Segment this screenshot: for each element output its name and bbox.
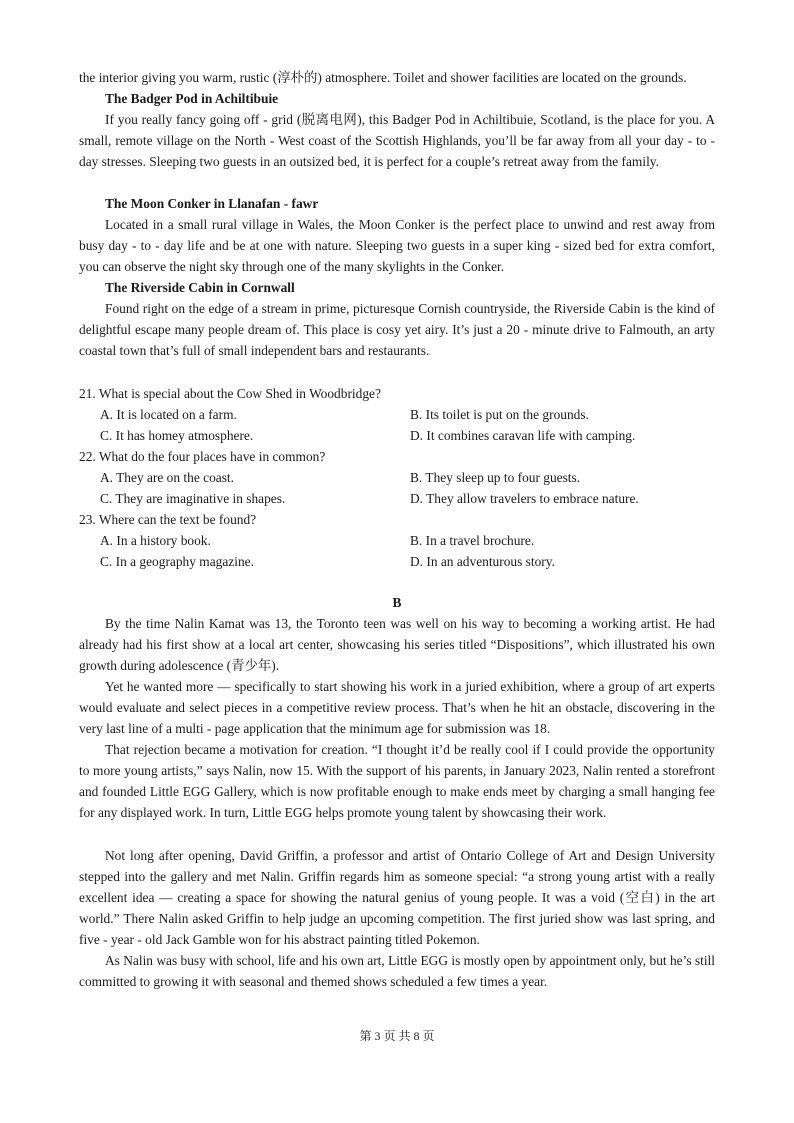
moon-conker-text: Located in a small rural village in Wales, the Moon Conker is the perfect place to unwind and rest away from busy day - to - day life and be at one with nature. Sleeping two guests in a super king - sized bed for extra comfort, you can observe the night sky through one of the many skylights in the Conker. [79, 217, 715, 274]
question-22-option-a: A. They are on the coast. [100, 470, 234, 485]
passage-b-label: B [392, 595, 402, 610]
passage-b-paragraph-3: That rejection became a motivation for creation. “I thought it’d be really cool if I could provide the opportunity to more young artists,” says Nalin, now 15. With the support of his parents, in January 2023, Nalin rented a storefront and founded Little EGG Gallery, which is now profitable enough to make ends meet by charging a small hanging fee for any displayed work. In turn, Little EGG helps promote young talent by showcasing their work. [79, 742, 715, 820]
riverside-cabin-text: Found right on the edge of a stream in prime, picturesque Cornish countryside, the Riverside Cabin is the kind of delightful escape many people dream of. This place is cosy yet airy. It’s just a 20 - minute drive to Falmouth, an arty coastal town that’s full of small independent bars and restaurants. [79, 301, 715, 358]
riverside-cabin-heading: The Riverside Cabin in Cornwall [105, 280, 295, 295]
question-22-option-b: B. They sleep up to four guests. [410, 470, 581, 485]
passage-b-paragraph-2: Yet he wanted more — specifically to start showing his work in a juried exhibition, where a group of art experts would evaluate and select pieces in a competitive review process. That’s when he hit an obstacle, discovering in the very last line of a multi - page application that the minimum age for submission was 18. [79, 679, 715, 736]
question-21-option-b: B. Its toilet is put on the grounds. [410, 407, 589, 422]
question-23: 23. Where can the text be found? [79, 512, 257, 527]
page-number-footer: 第 3 页 共 8 页 [359, 1029, 435, 1043]
question-21-option-c: C. It has homey atmosphere. [100, 428, 254, 443]
question-21: 21. What is special about the Cow Shed in Woodbridge? [79, 386, 381, 401]
question-23-option-b: B. In a travel brochure. [410, 533, 535, 548]
badger-pod-heading: The Badger Pod in Achiltibuie [105, 91, 279, 106]
passage-b-paragraph-5: As Nalin was busy with school, life and his own art, Little EGG is mostly open by appointment only, but he’s still committed to growing it with seasonal and themed shows scheduled a few times a year. [79, 953, 715, 989]
question-23-option-c: C. In a geography magazine. [100, 554, 254, 569]
moon-conker-heading: The Moon Conker in Llanafan - fawr [105, 196, 319, 211]
badger-pod-text: If you really fancy going off - grid (脱离电网), this Badger Pod in Achiltibuie, Scotland, is the place for you. A small, remote village on the North - West coast of the Scottish Highlands, you’ll be far away from all your day - to - day stresses. Sleeping two guests in an outsized bed, it is perfect for a couple’s retreat away from the family. [79, 112, 715, 169]
question-23-option-a: A. In a history book. [100, 533, 211, 548]
question-22: 22. What do the four places have in common? [79, 449, 326, 464]
cow-shed-text-end: the interior giving you warm, rustic (淳朴的) atmosphere. Toilet and shower facilities are located on the grounds. [79, 70, 687, 85]
question-23-option-d: D. In an adventurous story. [410, 554, 555, 569]
question-21-option-d: D. It combines caravan life with camping. [410, 428, 636, 443]
question-22-option-d: D. They allow travelers to embrace nature. [410, 491, 639, 506]
passage-b-paragraph-4: Not long after opening, David Griffin, a professor and artist of Ontario College of Art and Design University stepped into the gallery and met Nalin. Griffin regards him as someone special: “a strong young artist with a really excellent idea — creating a space for showing the natural genius of young people. It was a void (空白) in the art world.” There Nalin asked Griffin to help judge an upcoming competition. The first juried show was last spring, and five - year - old Jack Gamble won for his abstract painting titled Pokemon. [79, 848, 715, 947]
passage-b-paragraph-1: By the time Nalin Kamat was 13, the Toronto teen was well on his way to becoming a working artist. He had already had his first show at a local art center, showcasing his series titled “Dispositions”, which illustrated his own growth during adolescence (青少年). [79, 616, 715, 673]
question-21-option-a: A. It is located on a farm. [100, 407, 237, 422]
question-22-option-c: C. They are imaginative in shapes. [100, 491, 286, 506]
